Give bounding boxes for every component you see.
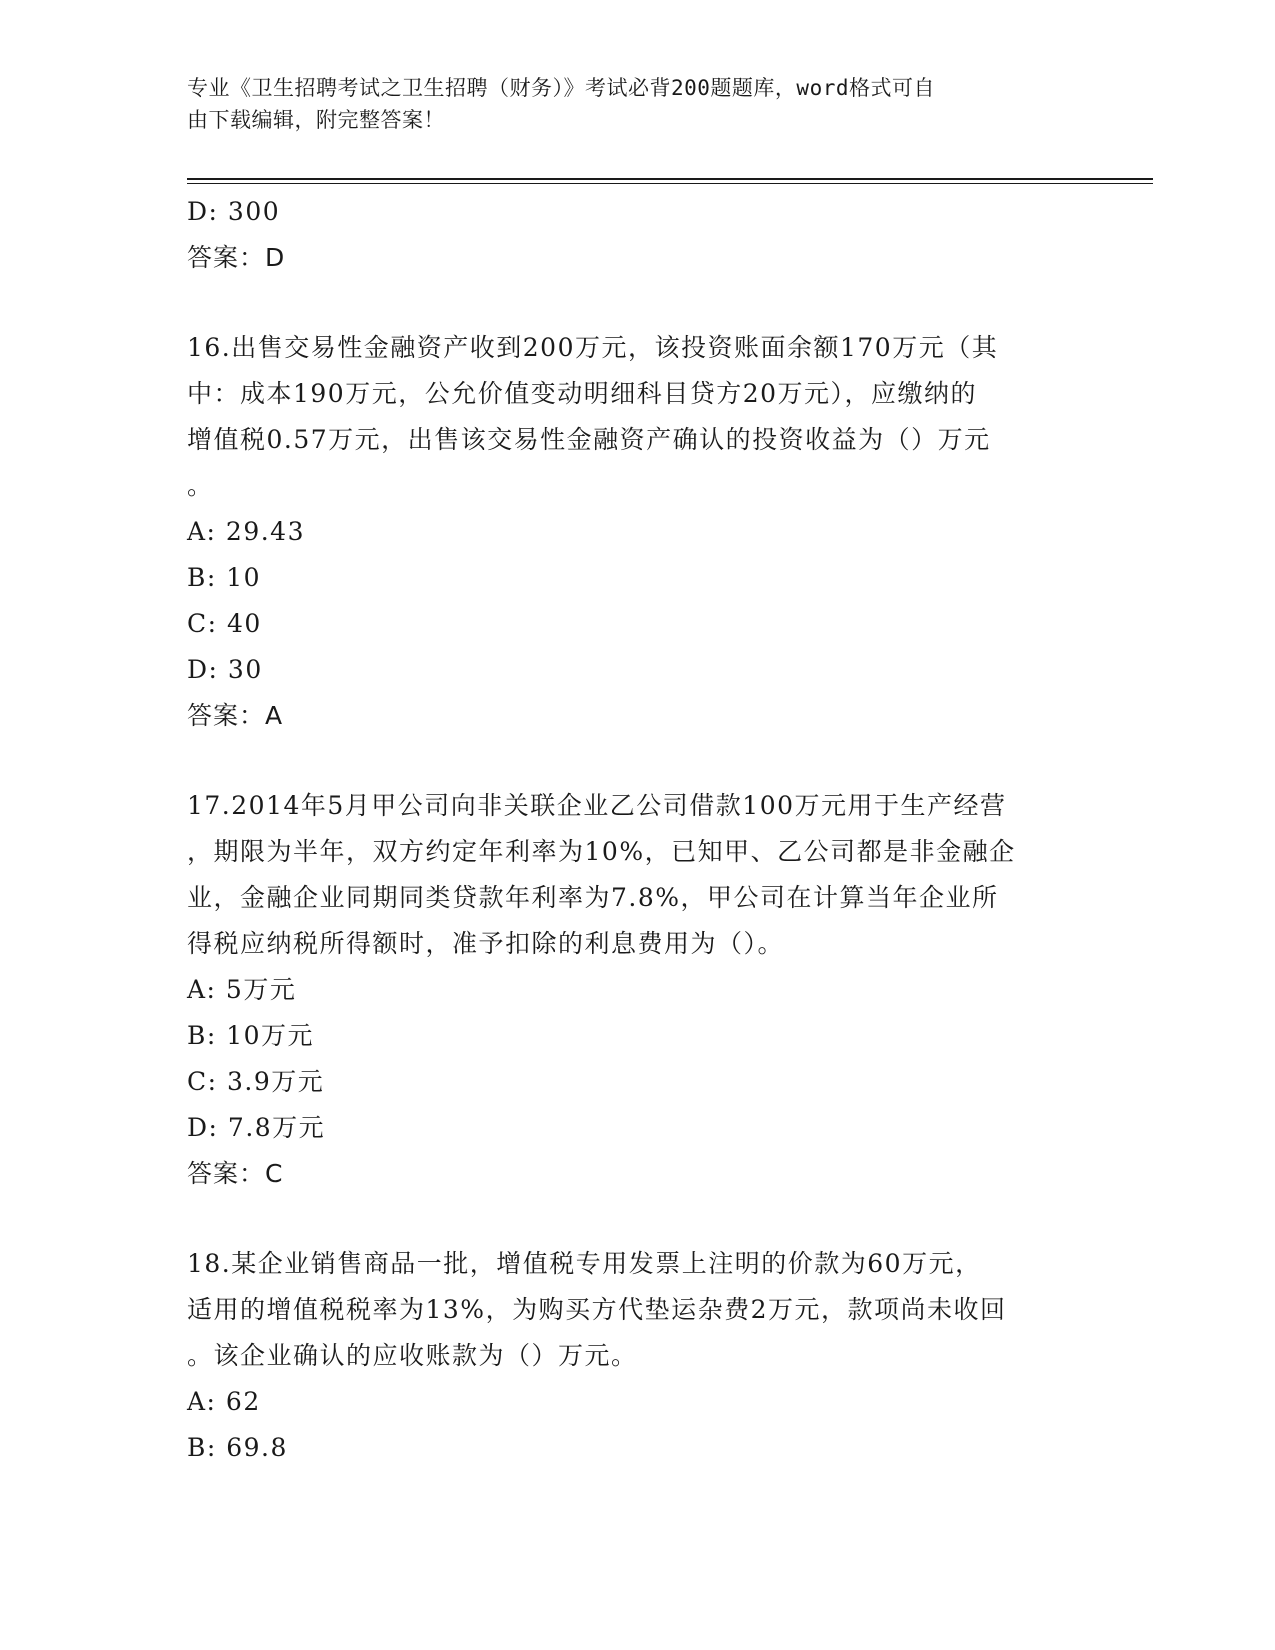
option-b: B: 10 <box>187 563 262 592</box>
option-c: C: 3.9万元 <box>187 1067 325 1096</box>
question-stem-line: 得税应纳税所得额时，准予扣除的利息费用为（）。 <box>187 929 785 958</box>
question-stem-line: 业，金融企业同期同类贷款年利率为7.8%，甲公司在计算当年企业所 <box>187 883 999 912</box>
answer-line: 答案：C <box>187 1159 284 1188</box>
question-16 <box>187 325 1087 739</box>
option-a: A: 62 <box>187 1387 261 1416</box>
question-stem-line: 中：成本190万元，公允价值变动明细科目贷方20万元），应缴纳的 <box>187 379 978 408</box>
question-stem-line: 增值税0.57万元，出售该交易性金融资产确认的投资收益为（）万元 <box>187 425 991 454</box>
question-stem-line: 。 <box>187 471 214 500</box>
option-b: B: 10万元 <box>187 1021 315 1050</box>
option-b: B: 69.8 <box>187 1433 288 1462</box>
option-a: A: 5万元 <box>187 975 297 1004</box>
option-d: D: 7.8万元 <box>187 1113 326 1142</box>
question-stem-line: 18.某企业销售商品一批，增值税专用发票上注明的价款为60万元， <box>187 1249 982 1278</box>
question-stem-line: 16.出售交易性金融资产收到200万元，该投资账面余额170万元（其 <box>187 333 999 362</box>
option-d: D: 30 <box>187 655 263 684</box>
header-divider-thick <box>187 178 1153 180</box>
question-stem-line: 17.2014年5月甲公司向非关联企业乙公司借款100万元用于生产经营 <box>187 791 1007 820</box>
option-c: C: 40 <box>187 609 262 638</box>
question-17 <box>187 783 1087 1197</box>
question-18 <box>187 1241 1087 1471</box>
page-header <box>187 72 1067 136</box>
header-divider-thin <box>187 183 1153 184</box>
question-stem-line: 。该企业确认的应收账款为（）万元。 <box>187 1341 638 1370</box>
answer-line: 答案：A <box>187 701 284 730</box>
option-a: A: 29.43 <box>187 517 305 546</box>
header-line-2: 由下载编辑，附完整答案！ <box>187 108 445 132</box>
header-line-1: 专业《卫生招聘考试之卫生招聘（财务）》考试必背200题题库，word格式可自 <box>187 76 935 100</box>
question-15 <box>187 189 1087 281</box>
question-stem-line: 适用的增值税税率为13%，为购买方代垫运杂费2万元，款项尚未收回 <box>187 1295 1007 1324</box>
question-stem-line: ，期限为半年，双方约定年利率为10%，已知甲、乙公司都是非金融企 <box>187 837 1016 866</box>
option-d: D: 300 <box>187 197 281 226</box>
answer-line: 答案：D <box>187 243 286 272</box>
document-body <box>187 189 1087 1471</box>
